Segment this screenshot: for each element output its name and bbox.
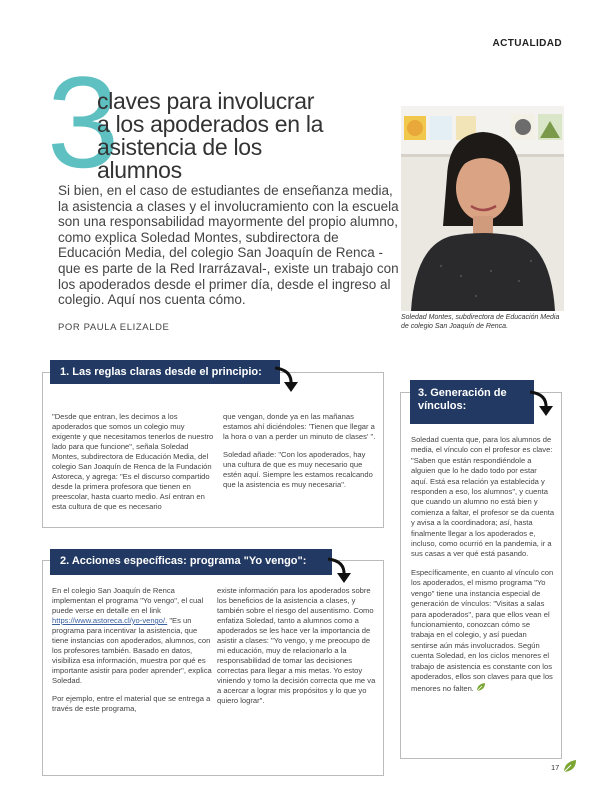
section-heading-3 [410, 380, 534, 424]
section-3-col [411, 435, 555, 703]
section-2-text: En el colegio San Joaquín de Renca implementan el programa "Yo vengo", el cual puede verse en detalle en el link [52, 586, 204, 615]
section-2-paragraph: Por ejemplo, entre el material que se entrega a través de este programa, [52, 694, 211, 713]
lead-paragraph: Si bien, en el caso de estudiantes de enseñanza media, la asistencia a clases y el involucramiento con la escuela son una responsabilidad mayormente del propio alumno, como explica Soledad Montes, subdirectora de Educación Media, del colegio San Joaquín de Renca -que es parte de la Red Irarrázaval-, existe un trabajo con los apoderados desde el primer día, desde el ingreso al colegio. Aquí nos cuenta cómo. [58, 183, 399, 308]
section-2-col-2 [217, 586, 379, 714]
leaf-icon [562, 758, 578, 774]
photo-caption: Soledad Montes, subdirectora de Educación Media de colegio San Joaquín de Renca. [401, 314, 560, 330]
title-number: 3 [47, 49, 120, 195]
section-heading-3-line-2: vínculos: [418, 400, 467, 412]
byline: POR PAULA ELIZALDE [58, 322, 170, 333]
section-2-text: "Es un programa para incentivar la asistencia, que tiene instancias con apoderados, alumnos, con los profesores también. Basado en datos, visibiliza esa información, muestra por qué es importante asistir para poder aprender", explica Soledad. [52, 616, 212, 685]
section-1-paragraph: Soledad añade: "Con los apoderados, hay una cultura de que es muy necesario que estén aquí. Siempre les estamos recalcando que la asistencia es muy necesaria". [223, 450, 373, 489]
section-3-paragraph: Soledad cuenta que, para los alumnos de media, el vínculo con el profesor es clave: "Saben que están respondiéndole a alguien que lo he dado todo por estar aquí. Está esa relación ya establecida y responden a eso, los alumnos", y cuenta que cuando un alumno no está bien y comienza a faltar, el profesor se da cuenta y avisa a la coordinadora; así, hasta finalmente llegar a los apoderados e, incluso, como ocurrió en la pandemia, ir a sus casas a ver qué está pasando. [411, 435, 555, 559]
title-line-1: claves para involucrar [97, 88, 315, 114]
section-heading-2: 2. Acciones específicas: programa "Yo vengo": [50, 549, 332, 575]
section-1-paragraph: que vengan, donde ya en las mañanas estamos ahí diciéndoles: 'Tienen que llegar a la hora o van a perder un minuto de clases' ". [223, 412, 376, 441]
section-label: ACTUALIDAD [492, 38, 562, 49]
section-heading-3-line-1: 3. Generación de [418, 387, 507, 399]
yo-vengo-link[interactable]: https://www.astoreca.cl/yo-vengo/. [52, 616, 168, 625]
portrait-photo [401, 106, 564, 311]
section-2-paragraph [52, 586, 214, 686]
section-2-col-1 [52, 586, 214, 722]
section-1-col-1 [52, 412, 214, 520]
page-number: 17 [551, 763, 560, 772]
section-1-paragraph: "Desde que entran, les decimos a los apoderados que somos un colegio muy exigente y que necesitamos tenerlos de nuestro lado para que funcione", señala Soledad Montes, subdirectora de Educación Media, del colegio San Joaquín de Renca de la Fundación Astoreca, y agrega: "Es el discurso compartido desde la primera profesora que tienen en preescolar, hasta cuarto medio. Así entran en esta cultura de que es necesario [52, 412, 214, 511]
section-heading-1: 1. Las reglas claras desde el principio: [50, 360, 280, 384]
section-2-paragraph: existe información para los apoderados sobre los beneficios de la asistencia a clases, y también sobre el riesgo del ausentismo. Como enfatiza Soledad, tanto a alumnos como a apoderados se les hace ver la importancia de asistir a clases: "Yo vengo, y me preocupo de mi educación, muy de relacionarlo a la responsabilidad de tomar las decisiones correctas para llegar a mis metas. Yo estoy viniendo y tomo la decisión correcta que me va a acercar a lograr mis propósitos y lo que yo quiero lograr". [217, 586, 376, 705]
leaf-icon [476, 682, 486, 692]
section-1-col-2 [223, 412, 379, 498]
title-line-2: a los apoderados en la [97, 111, 324, 137]
title-line-3: asistencia de los alumnos [97, 134, 262, 183]
portrait-illustration [401, 106, 564, 311]
section-3-paragraph [411, 568, 555, 695]
curved-arrow-icon [527, 388, 553, 418]
curved-arrow-icon [272, 364, 298, 394]
curved-arrow-icon [325, 555, 351, 585]
page-title [97, 90, 337, 182]
section-3-text: Específicamente, en cuanto al vínculo con los apoderados, el mismo programa "Yo vengo" tiene una instancia especial de generación de vínculos: "Visitas a salas para apoderados", para que ellos vean el funcionamiento, conozcan cómo se trabaja en el colegio, y así puedan sentirse aún más involucrados. Según cuenta Soledad, en los ciclos menores el trabajo de asistencia es constante con los apoderados, ellos son claves para que los menores no falten. [411, 567, 554, 694]
